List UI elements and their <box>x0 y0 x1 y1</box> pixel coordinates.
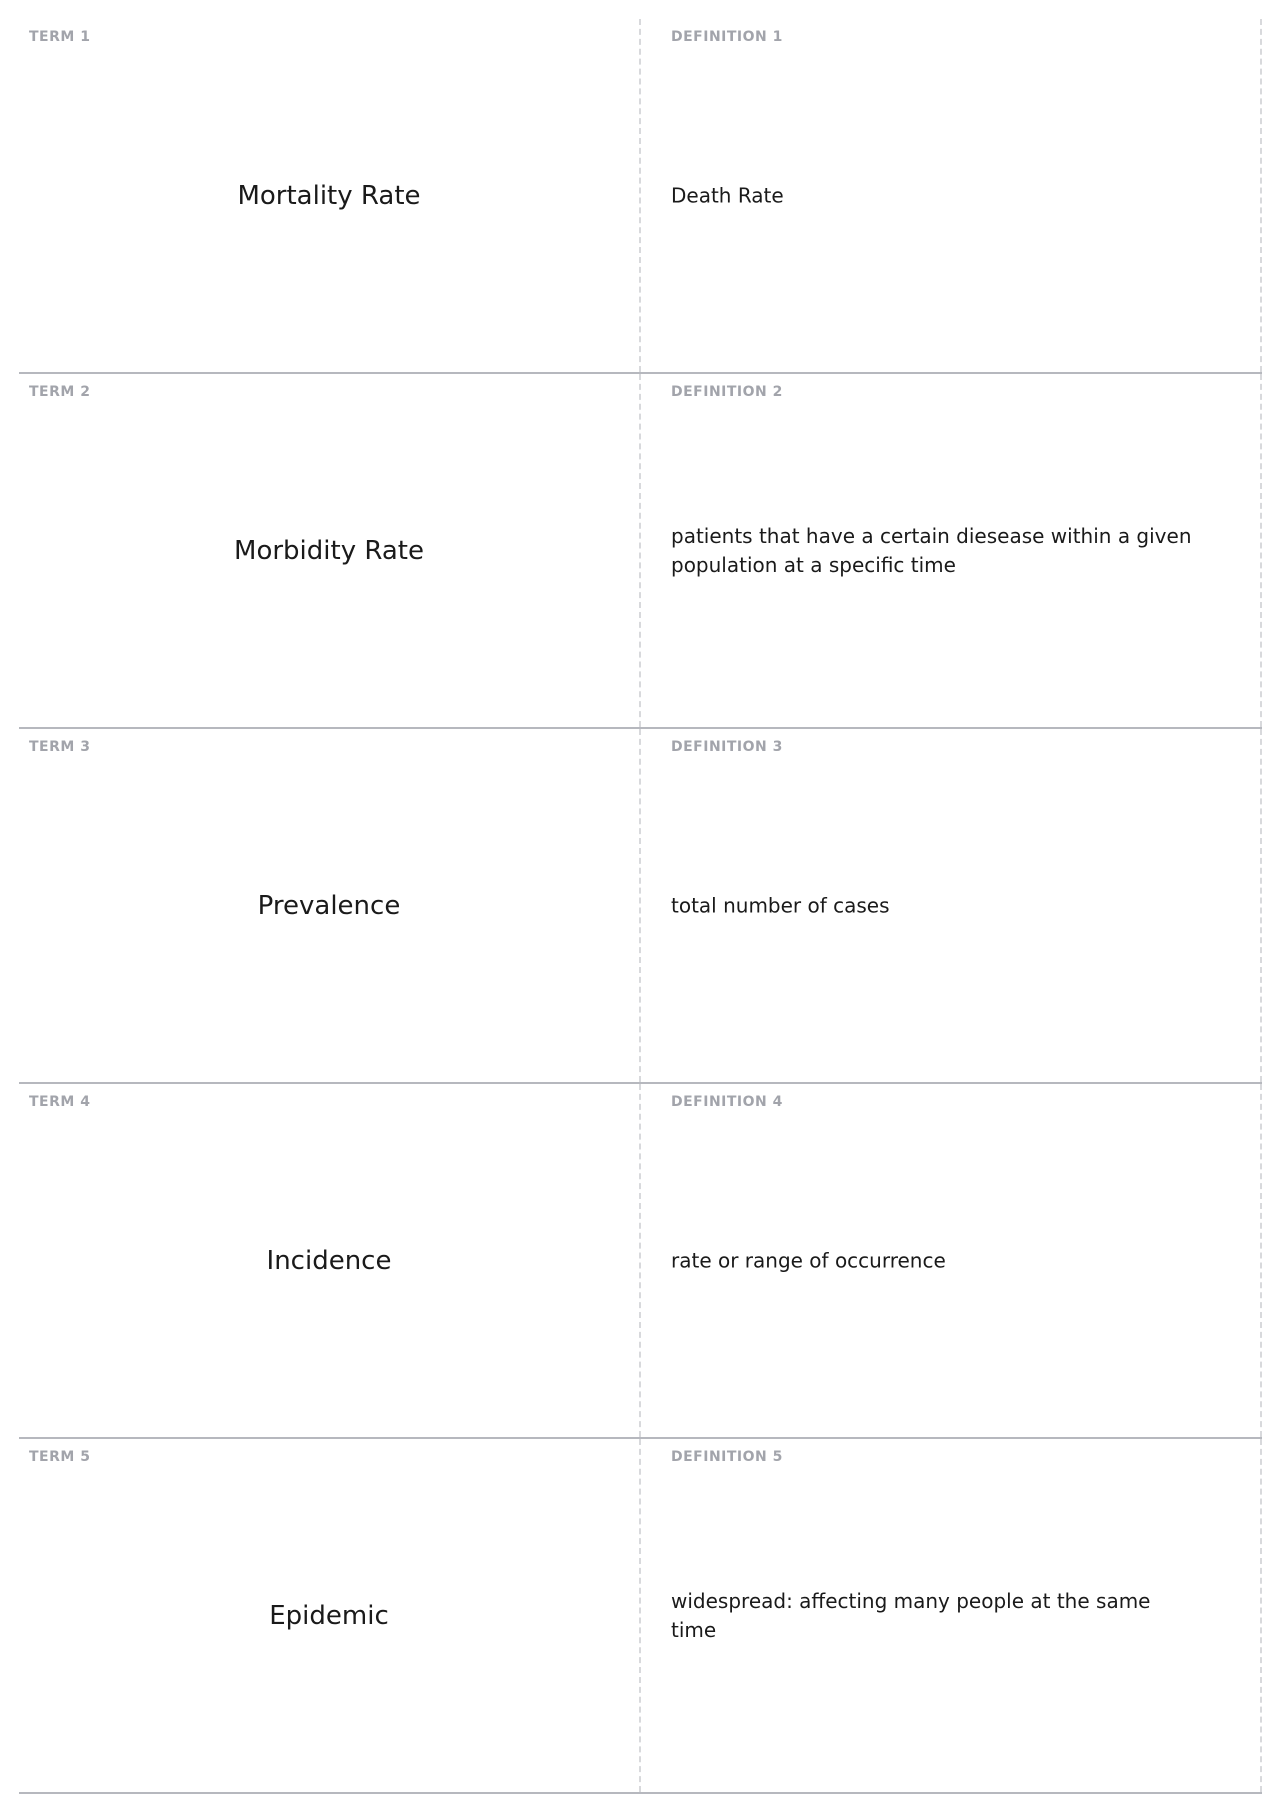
definition-text: total number of cases <box>671 893 890 917</box>
definition-cell <box>641 729 1262 1082</box>
term-text: Mortality Rate <box>237 180 421 211</box>
definition-cell <box>641 19 1262 372</box>
term-text: Prevalence <box>257 890 401 921</box>
definition-text: Death Rate <box>671 183 784 207</box>
flashcard-row <box>19 374 1262 729</box>
term-cell <box>19 19 641 372</box>
definition-text: rate or range of occurrence <box>671 1248 946 1272</box>
flashcard-sheet <box>19 19 1262 1794</box>
term-text: Morbidity Rate <box>234 535 424 566</box>
term-number-label: TERM 3 <box>29 739 91 755</box>
flashcard-row <box>19 19 1262 374</box>
flashcard-row <box>19 1084 1262 1439</box>
flashcard-row <box>19 1439 1262 1794</box>
definition-number-label: DEFINITION 2 <box>671 384 783 400</box>
definition-number-label: DEFINITION 4 <box>671 1094 783 1110</box>
definition-text: widespread: affecting many people at the same time <box>671 1588 1151 1642</box>
term-cell <box>19 374 641 727</box>
term-text: Epidemic <box>269 1600 389 1631</box>
term-cell <box>19 1084 641 1437</box>
term-number-label: TERM 5 <box>29 1449 91 1465</box>
term-number-label: TERM 4 <box>29 1094 91 1110</box>
term-text: Incidence <box>266 1245 392 1276</box>
term-cell <box>19 1439 641 1792</box>
definition-cell <box>641 1084 1262 1437</box>
definition-cell <box>641 1439 1262 1792</box>
definition-number-label: DEFINITION 1 <box>671 29 783 45</box>
definition-text: patients that have a certain diesease within a given population at a specific time <box>671 523 1192 577</box>
term-number-label: TERM 1 <box>29 29 91 45</box>
term-number-label: TERM 2 <box>29 384 91 400</box>
definition-number-label: DEFINITION 3 <box>671 739 783 755</box>
definition-cell <box>641 374 1262 727</box>
term-cell <box>19 729 641 1082</box>
definition-number-label: DEFINITION 5 <box>671 1449 783 1465</box>
flashcard-row <box>19 729 1262 1084</box>
